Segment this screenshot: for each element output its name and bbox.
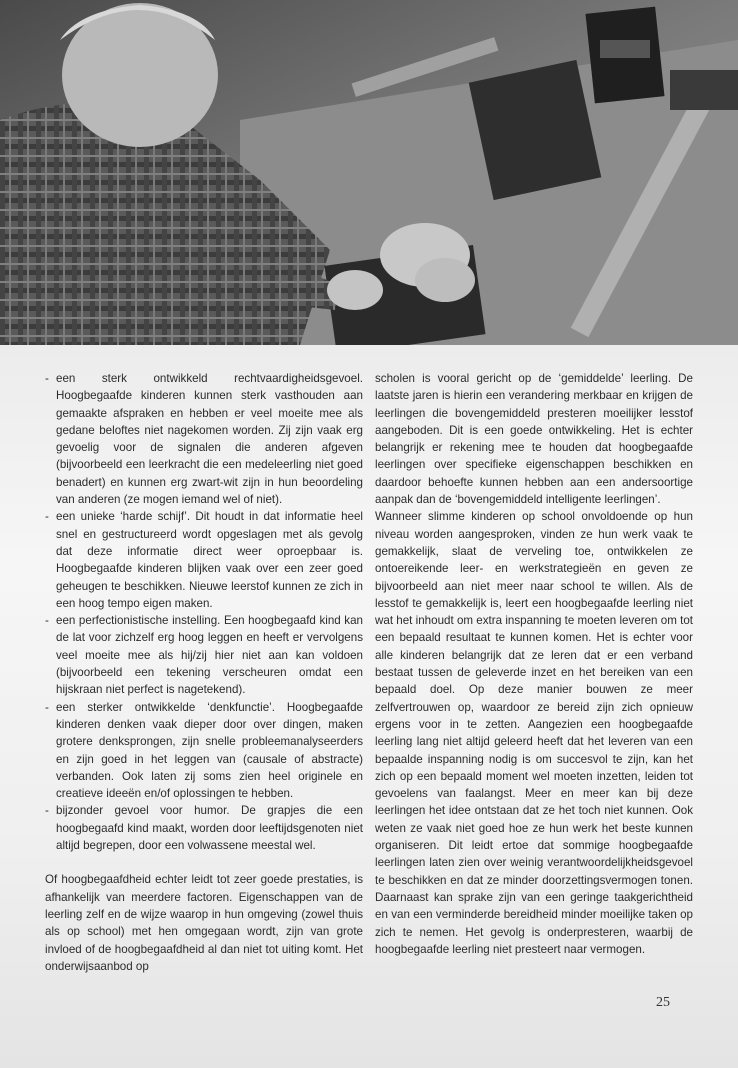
header-photo <box>0 0 738 345</box>
body-paragraph: Of hoogbegaafdheid echter leidt tot zeer goede prestaties, is afhankelijk van meerdere factoren. Eigenschappen van de leerling zelf en de wijze waarop in hun omgeving (zowel thuis als op school) met hen omgegaan wordt, zijn van grote invloed of de hoogbegaafdheid al dan niet tot uiting komt. Het onderwijsaanbod op <box>45 873 363 973</box>
right-column <box>375 370 693 958</box>
list-item: - een sterk ontwikkeld rechtvaardigheidsgevoel. Hoogbegaafde kinderen kunnen sterk vasthouden aan gemaakte afspraken en hebben er veel moeite mee als gedane beloftes niet nagekomen worden. Zij zijn vaak erg gevoelig voor de signalen die anderen afgeven (bijvoorbeeld een leerkracht die een medeleerling niet goed benadert) en kunnen erg zwart-wit zijn in hun beoordeling van anderen (ze mogen iemand wel of niet). <box>45 370 363 508</box>
body-paragraph: Wanneer slimme kinderen op school onvoldoende op hun niveau worden aangesproken, vinden ze hun werk vaak te gemakkelijk, slaat de verveling toe, ontwikkelen ze ontoereikende leer- en werkstrategieën en geven ze bijvoorbeeld aan niet meer naar school te willen. Als de lesstof te gemakkelijk is, leert een hoogbegaafde leerling niet wat het inhoudt om extra inspanning te moeten leveren om tot een bepaald resultaat te kunnen komen. Het is echter voor alle kinderen belangrijk dat ze leren dat er een verband bestaat tussen de geleverde inzet en het bereiken van een bepaald doel. Op deze manier bouwen ze meer zelfvertrouwen op, waardoor ze bereid zijn zich opnieuw ergens voor in te zetten. Aangezien een hoogbegaafde leerling lang niet altijd geleerd heeft dat het leveren van een bepaalde inspanning nodig is om succesvol te zijn, kan het zich op een bepaald moment wel moeten inzetten, leiden tot gevoelens van faalangst. Meer en meer kan bij deze leerlingen het idee ontstaan dat ze het toch niet kunnen. Ook weten ze vaak niet goed hoe ze hun werk het beste kunnen organiseren. Dit leidt ertoe dat sommige hoogbegaafde leerlingen laten zien over weinig verantwoordelijkheidsgevoel te beschikken en dat ze minder doorzettingsvermogen tonen. Daarnaast kan sprake zijn van een geringe taakgerichtheid en van een verminderde bereidheid minder moeilijke taken op zich te nemen. Het gevolg is onderpresteren, waarbij de hoogbegaafde leerling niet presteert naar vermogen. <box>375 510 693 956</box>
list-item: - een unieke ‘harde schijf’. Dit houdt in dat informatie heel snel en gestructureerd wordt opgeslagen met als gevolg dat deze informatie direct weer oproepbaar is. Hoogbegaafde kinderen blijken vaak over een zeer goed geheugen te beschikken. Nieuwe leerstof kunnen ze zich in een hoog tempo eigen maken. <box>45 508 363 612</box>
page-number: 25 <box>656 995 670 1010</box>
photo-boy-soldering-electronics <box>0 0 738 345</box>
list-item: - een perfectionistische instelling. Een hoogbegaafd kind kan de lat voor zichzelf erg hoog leggen en heeft er vervolgens veel moeite mee als hij/zij hier niet aan kan voldoen (bijvoorbeeld een tekening verscheuren omdat een hijskraan niet perfect is nagetekend). <box>45 612 363 698</box>
list-item: - bijzonder gevoel voor humor. De grapjes die een hoogbegaafd kind maakt, worden door leeftijdsgenoten niet altijd begrepen, door een volwassene meestal wel. <box>45 802 363 854</box>
list-item: - een sterker ontwikkelde ‘denkfunctie’. Hoogbegaafde kinderen denken vaak dieper door over dingen, maken grotere denksprongen, zijn snelle probleemanalyseerders en zijn goed in het leggen van (causale of abstracte) verbanden. Ook laten zij soms zien heel originele en creatieve ideeën en/of oplossingen te hebben. <box>45 699 363 803</box>
left-column <box>45 370 363 975</box>
body-paragraph: scholen is vooral gericht op de ‘gemiddelde’ leerling. De laatste jaren is hierin een verandering merkbaar en krijgen de leerlingen die bovengemiddeld presteren moeilijker lesstof aangeboden. Dit is een goede ontwikkeling. Het is echter belangrijk er rekening mee te houden dat hoogbegaafde leerlingen over specifieke eigenschappen beschikken en daardoor behoefte kunnen hebben aan een andersoortige aanpak dan de ‘bovengemiddeld intelligente leerlingen’. <box>375 372 693 507</box>
trait-list <box>45 370 363 854</box>
